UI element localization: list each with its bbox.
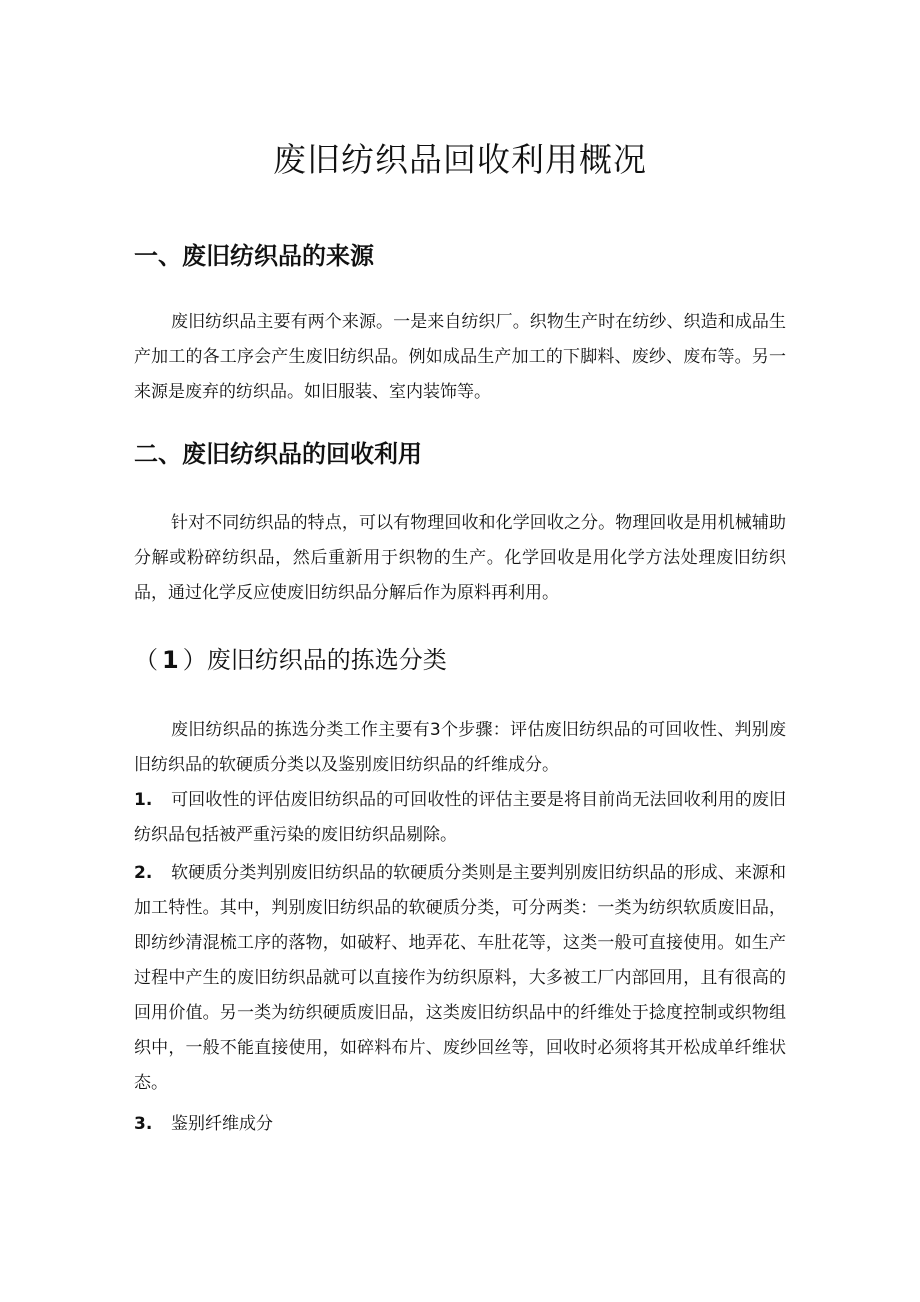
list-item-text: 软硬质分类判别废旧纺织品的软硬质分类则是主要判别废旧纺织品的形成、来源和加工特性。其中，判别废旧纺织品的软硬质分类，可分两类：一类为纺织软质废旧品，即纺纱清混梳工序的落物，如破籽、地弄花、车肚花等，这类一般可直接使用。如生产过程中产生的废旧纺织品就可以直接作为纺织原料，大多被工厂内部回用，且有很高的回用价值。另一类为纺织硬质废旧品，这类废旧纺织品中的纤维处于捻度控制或织物组织中，一般不能直接使用，如碎料布片、废纱回丝等，回收时必须将其开松成单纤维状态。 xyxy=(134,863,786,1093)
list-item xyxy=(134,1107,786,1142)
subsection-number: 1 xyxy=(162,646,179,674)
subsection-close-paren: ） xyxy=(182,646,207,674)
document-title: 废旧纺织品回收利用概况 xyxy=(273,140,647,179)
subsection-open-paren: （ xyxy=(134,646,158,674)
list-item-text: 鉴别纤维成分 xyxy=(171,1114,273,1134)
list-item xyxy=(134,783,786,853)
list-marker: 3. xyxy=(134,1114,153,1134)
section-paragraph-sources: 废旧纺织品主要有两个来源。一是来自纺织厂。织物生产时在纺纱、织造和成品生产加工的各工序会产生废旧纺织品。例如成品生产加工的下脚料、废纱、废布等。另一来源是废弃的纺织品。如旧服装、室内装饰等。 xyxy=(134,312,786,402)
subsection-intro: 废旧纺织品的拣选分类工作主要有3个步骤：评估废旧纺织品的可回收性、判别废旧纺织品的软硬质分类以及鉴别废旧纺织品的纤维成分。 xyxy=(134,720,786,775)
subsection-title: 废旧纺织品的拣选分类 xyxy=(206,646,447,674)
list-item xyxy=(134,856,786,1101)
section-paragraph-recycling: 针对不同纺织品的特点，可以有物理回收和化学回收之分。物理回收是用机械辅助分解或粉碎纺织品，然后重新用于织物的生产。化学回收是用化学方法处理废旧纺织品，通过化学反应使废旧纺织品分解后作为原料再利用。 xyxy=(134,513,786,603)
subsection-heading xyxy=(134,645,447,675)
section-heading-sources: 一、废旧纺织品的来源 xyxy=(134,242,374,270)
list-marker: 2. xyxy=(134,863,153,883)
list-marker: 1. xyxy=(134,790,153,810)
list-item-text: 可回收性的评估废旧纺织品的可回收性的评估主要是将目前尚无法回收利用的废旧纺织品包括被严重污染的废旧纺织品剔除。 xyxy=(134,790,786,845)
section-heading-recycling: 二、废旧纺织品的回收利用 xyxy=(134,440,422,468)
